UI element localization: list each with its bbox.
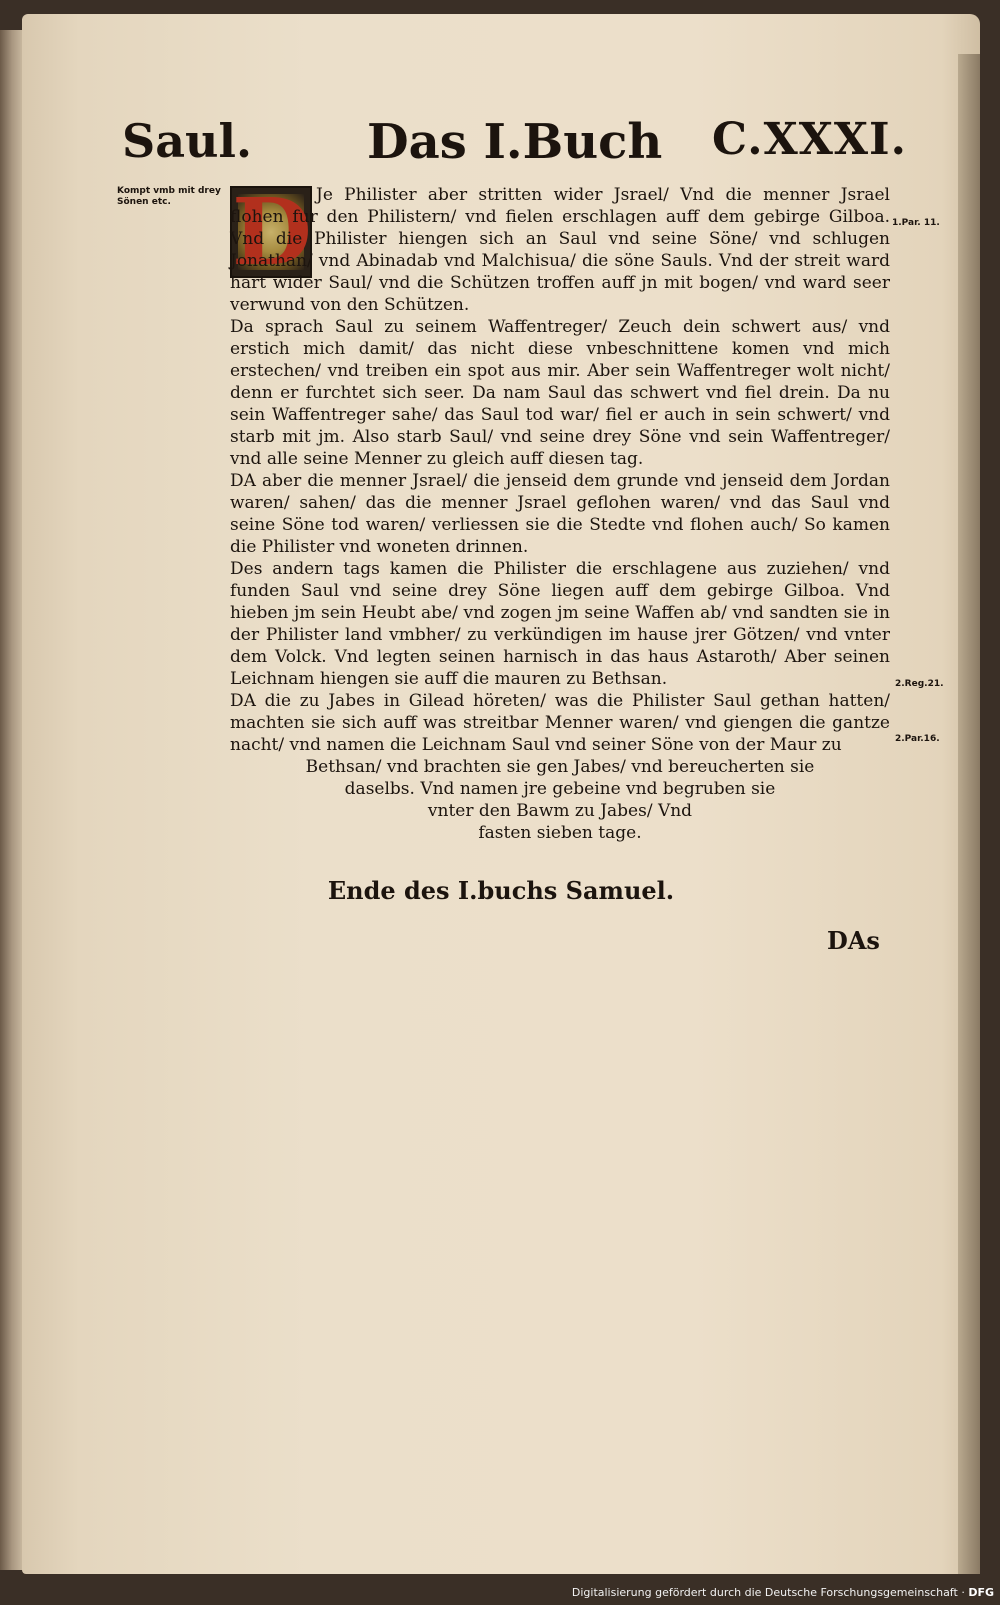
margin-note-right-1: 1.Par. 11.: [892, 218, 940, 228]
tail-line: Bethsan/ vnd brachten sie gen Jabes/ vnd bereucherten sie: [305, 757, 815, 777]
margin-note-left: Kompt vmb mit drey Sönen etc.: [117, 186, 221, 207]
footer-bar: [0, 1575, 1000, 1605]
running-head-title: Das I.Buch: [367, 114, 663, 170]
margin-note-right-2: 2.Reg.21.: [895, 679, 944, 689]
paragraph-1: Je Philister aber stritten wider Jsrael/ Vnd die menner Jsrael flohen fur den Philistern/ vnd fielen erschlagen auff dem gebirge Gilboa. Vnd die Philister hiengen sich an Saul vnd seine Söne/ vnd schlugen Jonathan/ vnd Abinadab vnd Malchisua/ die söne Sauls. Vnd der streit ward hart wider Saul/ vnd die Schützen troffen auff jn mit bogen/ vnd ward seer verwund von den Schützen.: [230, 185, 890, 315]
tail-line: vnter den Bawm zu Jabes/ Vnd: [427, 801, 693, 821]
running-head-left: Saul.: [122, 114, 252, 168]
footer-credit-text: Digitalisierung gefördert durch die Deutsche Forschungsgemeinschaft: [571, 1586, 958, 1599]
paragraph-4: Des andern tags kamen die Philister die erschlagene aus zuziehen/ vnd funden Saul vnd seine drey Söne liegen auff dem gebirge Gilboa. Vnd hieben jm sein Heubt abe/ vnd zogen jm seine Waffen ab/ vnd sandten sie in der Philister land vmbher/ zu verkündigen im hause jrer Götzen/ vnd vnter dem Volck. Vnd legten seinen harnisch in das haus Astaroth/ Aber seinen Leichnam hiengen sie auff die mauren zu Bethsan.: [230, 559, 890, 689]
body-text: [230, 178, 890, 844]
book-closing-line: Ende des I.buchs Samuel.: [327, 876, 675, 905]
paragraph-2: Da sprach Saul zu seinem Waffentreger/ Zeuch dein schwert aus/ vnd erstich mich damit/ das nicht diese vnbeschnittene komen vnd mich erstechen/ vnd treiben ein spot aus mir. Aber sein Waffentreger wolt nicht/ denn er furchtet sich seer. Da nam Saul das schwert vnd fiel drein. Da nu sein Waffentreger sahe/ das Saul tod war/ fiel er auch in sein schwert/ vnd starb mit jm. Also starb Saul/ vnd seine drey Söne vnd sein Waffentreger/ vnd alle seine Menner zu gleich auff diesen tag.: [230, 317, 890, 469]
running-head: [22, 114, 980, 184]
paragraph-3: DA aber die menner Jsrael/ die jenseid dem grunde vnd jenseid dem Jordan waren/ sahen/ das die menner Jsrael geflohen waren/ vnd das Saul vnd seine Söne tod waren/ verliessen sie die Stedte vnd flohen auch/ So kamen die Philister vnd woneten drinnen.: [230, 471, 890, 557]
tail-block: [230, 756, 890, 844]
folio-number: C.XXXI.: [712, 114, 907, 165]
margin-note-right-3: 2.Par.16.: [895, 734, 940, 744]
paragraph-5: DA die zu Jabes in Gilead höreten/ was die Philister Saul gethan hatten/ machten sie sich auff was streitbar Menner waren/ vnd giengen die gantze nacht/ vnd namen die Leichnam Saul vnd seiner Söne von der Maur zu: [230, 691, 890, 755]
book-page: [22, 14, 980, 1574]
tail-line: fasten sieben tage.: [478, 823, 642, 843]
book-right-edge: [958, 54, 980, 1574]
tail-line: daselbs. Vnd namen jre gebeine vnd begruben sie: [344, 779, 776, 799]
dfg-logo[interactable]: DFG: [968, 1586, 994, 1599]
footer-credit: Digitalisierung gefördert durch die Deutsche Forschungsgemeinschaft · DFG: [571, 1586, 994, 1599]
initial-letter: D: [232, 178, 312, 286]
catchword: DAs: [827, 926, 880, 955]
